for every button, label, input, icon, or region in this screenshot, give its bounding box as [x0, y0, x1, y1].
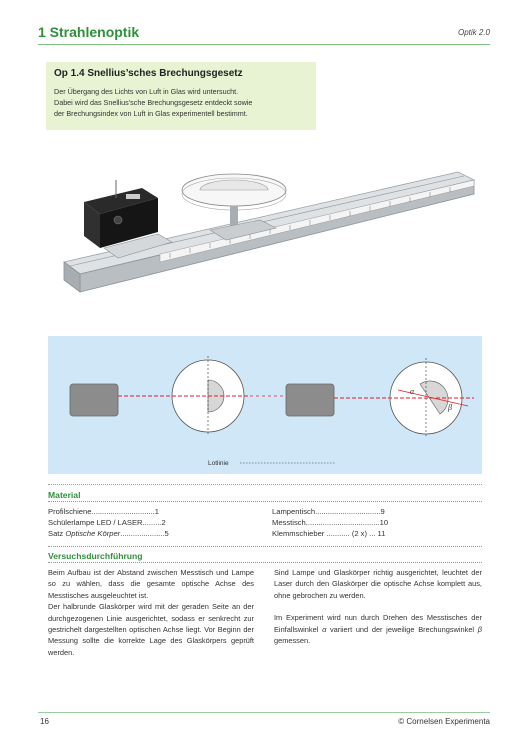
divider-material-top	[48, 484, 482, 485]
procedure-paragraph: Im Experiment wird nun durch Drehen des Messtisches der Einfallswinkel α variiert und der jeweilige Brechungswinkel β gemessen.	[274, 613, 482, 646]
intro-line-2: Dabei wird das Snellius’sche Brechungsgesetz entdeckt sowie	[54, 98, 253, 107]
material-list-right	[272, 506, 482, 539]
procedure-column-right	[274, 567, 482, 646]
material-item: Messtisch...................................10	[272, 518, 389, 527]
experiment-title: Op 1.4 Snellius’sches Brechungsgesetz	[54, 68, 243, 79]
intro-line-1: Der Übergang des Lichts von Luft in Glas wird untersucht.	[54, 87, 239, 96]
material-item: Satz Optische Körper.....................5	[48, 529, 169, 538]
header-divider	[38, 44, 490, 45]
material-item: Lampentisch...............................9	[272, 507, 385, 516]
procedure-column-left	[48, 567, 254, 658]
beta-label: β	[448, 403, 452, 412]
apparatus-illustration	[50, 150, 480, 310]
lotlinie-label: Lotlinie	[208, 460, 229, 467]
divider-procedure	[48, 562, 482, 563]
intro-line-3: der Brechungsindex von Luft in Glas experimentell bestimmt.	[54, 109, 248, 118]
copyright: © Cornelsen Experimenta	[398, 717, 490, 726]
material-item: Schülerlampe LED / LASER.........2	[48, 518, 166, 527]
material-item: Profilschiene..............................1	[48, 507, 160, 516]
procedure-title: Versuchsdurchführung	[48, 551, 143, 561]
alpha-label: α	[410, 387, 415, 396]
footer-divider	[38, 712, 490, 713]
kit-label: Optik 2.0	[457, 28, 490, 37]
material-list-left	[48, 506, 248, 539]
divider-procedure-top	[48, 546, 482, 547]
setup-diagram	[48, 336, 482, 474]
intro-text	[54, 86, 314, 119]
procedure-paragraph: Beim Aufbau ist der Abstand zwischen Messtisch und Lampe so zu wählen, dass die gesamte optische Achse des Messtisches ausgeleuchtet ist.	[48, 568, 254, 600]
divider-material	[48, 501, 482, 502]
procedure-paragraph: Sind Lampe und Glaskörper richtig ausgerichtet, leuchtet der Laser durch den Glaskörper die optische Achse komplett aus, ohne gebrochen zu werden.	[274, 568, 482, 600]
procedure-paragraph: Der halbrunde Glaskörper wird mit der geraden Seite an der durchgezogenen Linie ausgerichtet, sodass er senkrecht zur gestrichelt dargestellten optischen Achse liegt. Vor Beginn der Messung sollte die korrekte Lage des Glaskörpers geprüft werden.	[48, 602, 254, 657]
material-item: Klemmschieber ........... (2 x) ... 11	[272, 529, 386, 538]
chapter-title: 1 Strahlenoptik	[38, 24, 140, 40]
material-title: Material	[48, 490, 81, 500]
page-number: 16	[40, 717, 49, 726]
lamp-right	[286, 384, 334, 416]
lamp-left	[70, 384, 118, 416]
